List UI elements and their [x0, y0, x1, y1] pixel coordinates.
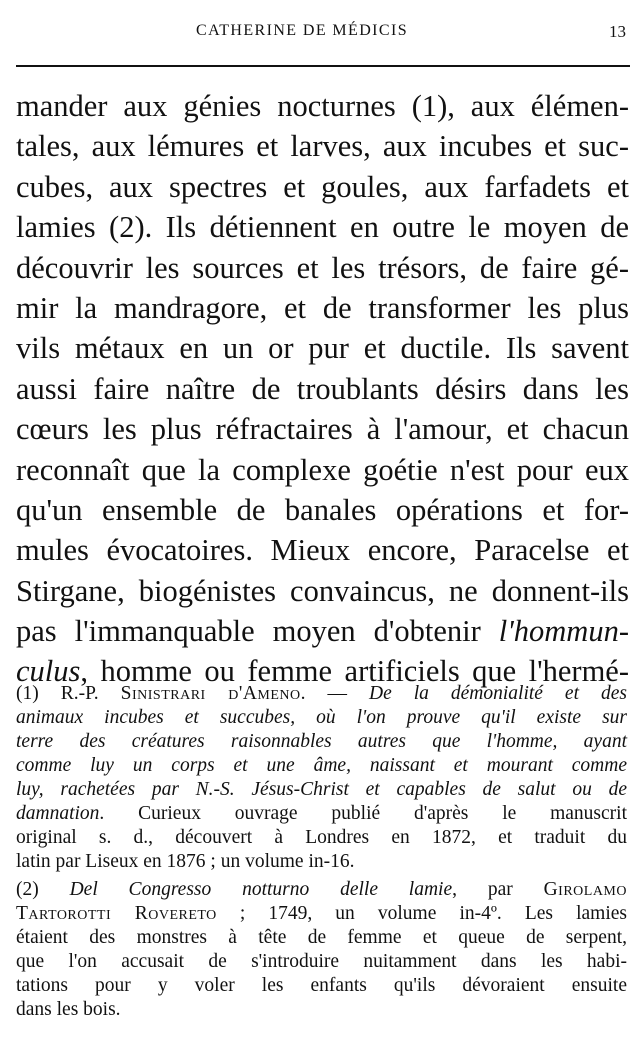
footnote-title: comme luy un corps et une âme, naissant et mourant comme — [16, 755, 627, 776]
footnote-line: que l'on accusait de s'introduire nuitamment dans les habi- — [16, 951, 627, 972]
footnote-title: luy, rachetées par N.-S. Jésus-Christ et capables de salut ou de — [16, 779, 627, 800]
body-line: mander aux génies nocturnes (1), aux élémen- — [16, 89, 629, 123]
footnote-author: Sinistrari d'Ameno — [120, 683, 301, 704]
footnote-text: ; 1749, un volume in-4º. Les lamies — [216, 903, 627, 924]
footnote-title: animaux incubes et succubes, où l'on prouve qu'il existe sur — [16, 707, 627, 728]
footnote-marker: (2) — [16, 879, 70, 900]
body-text — [16, 86, 629, 692]
footnote-line: original s. d., découvert à Londres en 1872, et traduit du — [16, 827, 627, 848]
body-italic-span: culus — [16, 654, 81, 689]
footnote-line — [16, 878, 627, 902]
footnote-title: terre des créatures raisonnables autres que l'homme, ayant — [16, 731, 627, 752]
running-title: CATHERINE DE MÉDICIS — [196, 22, 408, 39]
footnote-text: . Curieux ouvrage publié d'après le manuscrit — [99, 803, 627, 824]
footnote-author: Girolamo — [543, 879, 627, 900]
footnote-line — [16, 754, 627, 778]
body-line: aussi faire naître de troublants désirs dans les — [16, 371, 629, 406]
footnote-1 — [16, 682, 627, 874]
footnote-line: dans les bois. — [16, 999, 121, 1020]
footnote-line: latin par Liseux en 1876 ; un volume in-16. — [16, 851, 355, 872]
footnote-line — [16, 730, 627, 754]
body-line: mules évocatoires. Mieux encore, Paracelse et — [16, 533, 629, 568]
footnote-title: De la démonialité et des — [369, 683, 627, 704]
footnote-2 — [16, 878, 627, 1022]
body-line: qu'un ensemble de banales opérations et for- — [16, 492, 629, 527]
footnote-line — [16, 802, 627, 826]
footnote-title: damnation — [16, 803, 100, 824]
body-text-span: , homme ou femme artificiels que l'hermé- — [80, 654, 629, 689]
body-line: Stirgane, biogénistes convaincus, ne donnent-ils — [16, 573, 629, 608]
body-line: tales, aux lémures et larves, aux incubes et suc- — [16, 129, 629, 164]
page-number: 13 — [609, 22, 626, 41]
footnote-dash: . — — [300, 683, 369, 704]
footnote-line — [16, 778, 627, 802]
footnote-title: Del Congresso notturno delle lamie — [69, 879, 453, 900]
footnote-line: tations pour y voler les enfants qu'ils dévoraient ensuite — [16, 975, 627, 996]
body-line: cœurs les plus réfractaires à l'amour, et chacun — [16, 412, 629, 447]
header-rule — [16, 65, 630, 67]
body-text-span: pas l'immanquable moyen d'obtenir — [16, 614, 499, 649]
body-line: découvrir les sources et les trésors, de faire gé- — [16, 250, 629, 285]
footnote-text: , par — [452, 879, 544, 900]
footnote-marker: (1) R.-P. — [16, 683, 121, 704]
footnote-line — [16, 682, 627, 706]
body-line: vils métaux en un or pur et ductile. Ils savent — [16, 331, 629, 366]
body-line: mir la mandragore, et de transformer les plus — [16, 290, 629, 325]
footnote-line — [16, 706, 627, 730]
body-line — [16, 611, 629, 651]
body-italic-span: l'hommun- — [498, 614, 629, 649]
footnote-line — [16, 902, 627, 926]
body-line: lamies (2). Ils détiennent en outre le moyen de — [16, 210, 629, 245]
body-line: reconnaît que la complexe goétie n'est pour eux — [16, 452, 629, 487]
page-header — [0, 14, 644, 54]
body-line: cubes, aux spectres et goules, aux farfadets et — [16, 169, 629, 204]
footnote-line: étaient des monstres à tête de femme et queue de serpent, — [16, 927, 627, 948]
footnotes — [16, 682, 627, 1022]
footnote-author: Tartorotti Rovereto — [16, 903, 217, 924]
